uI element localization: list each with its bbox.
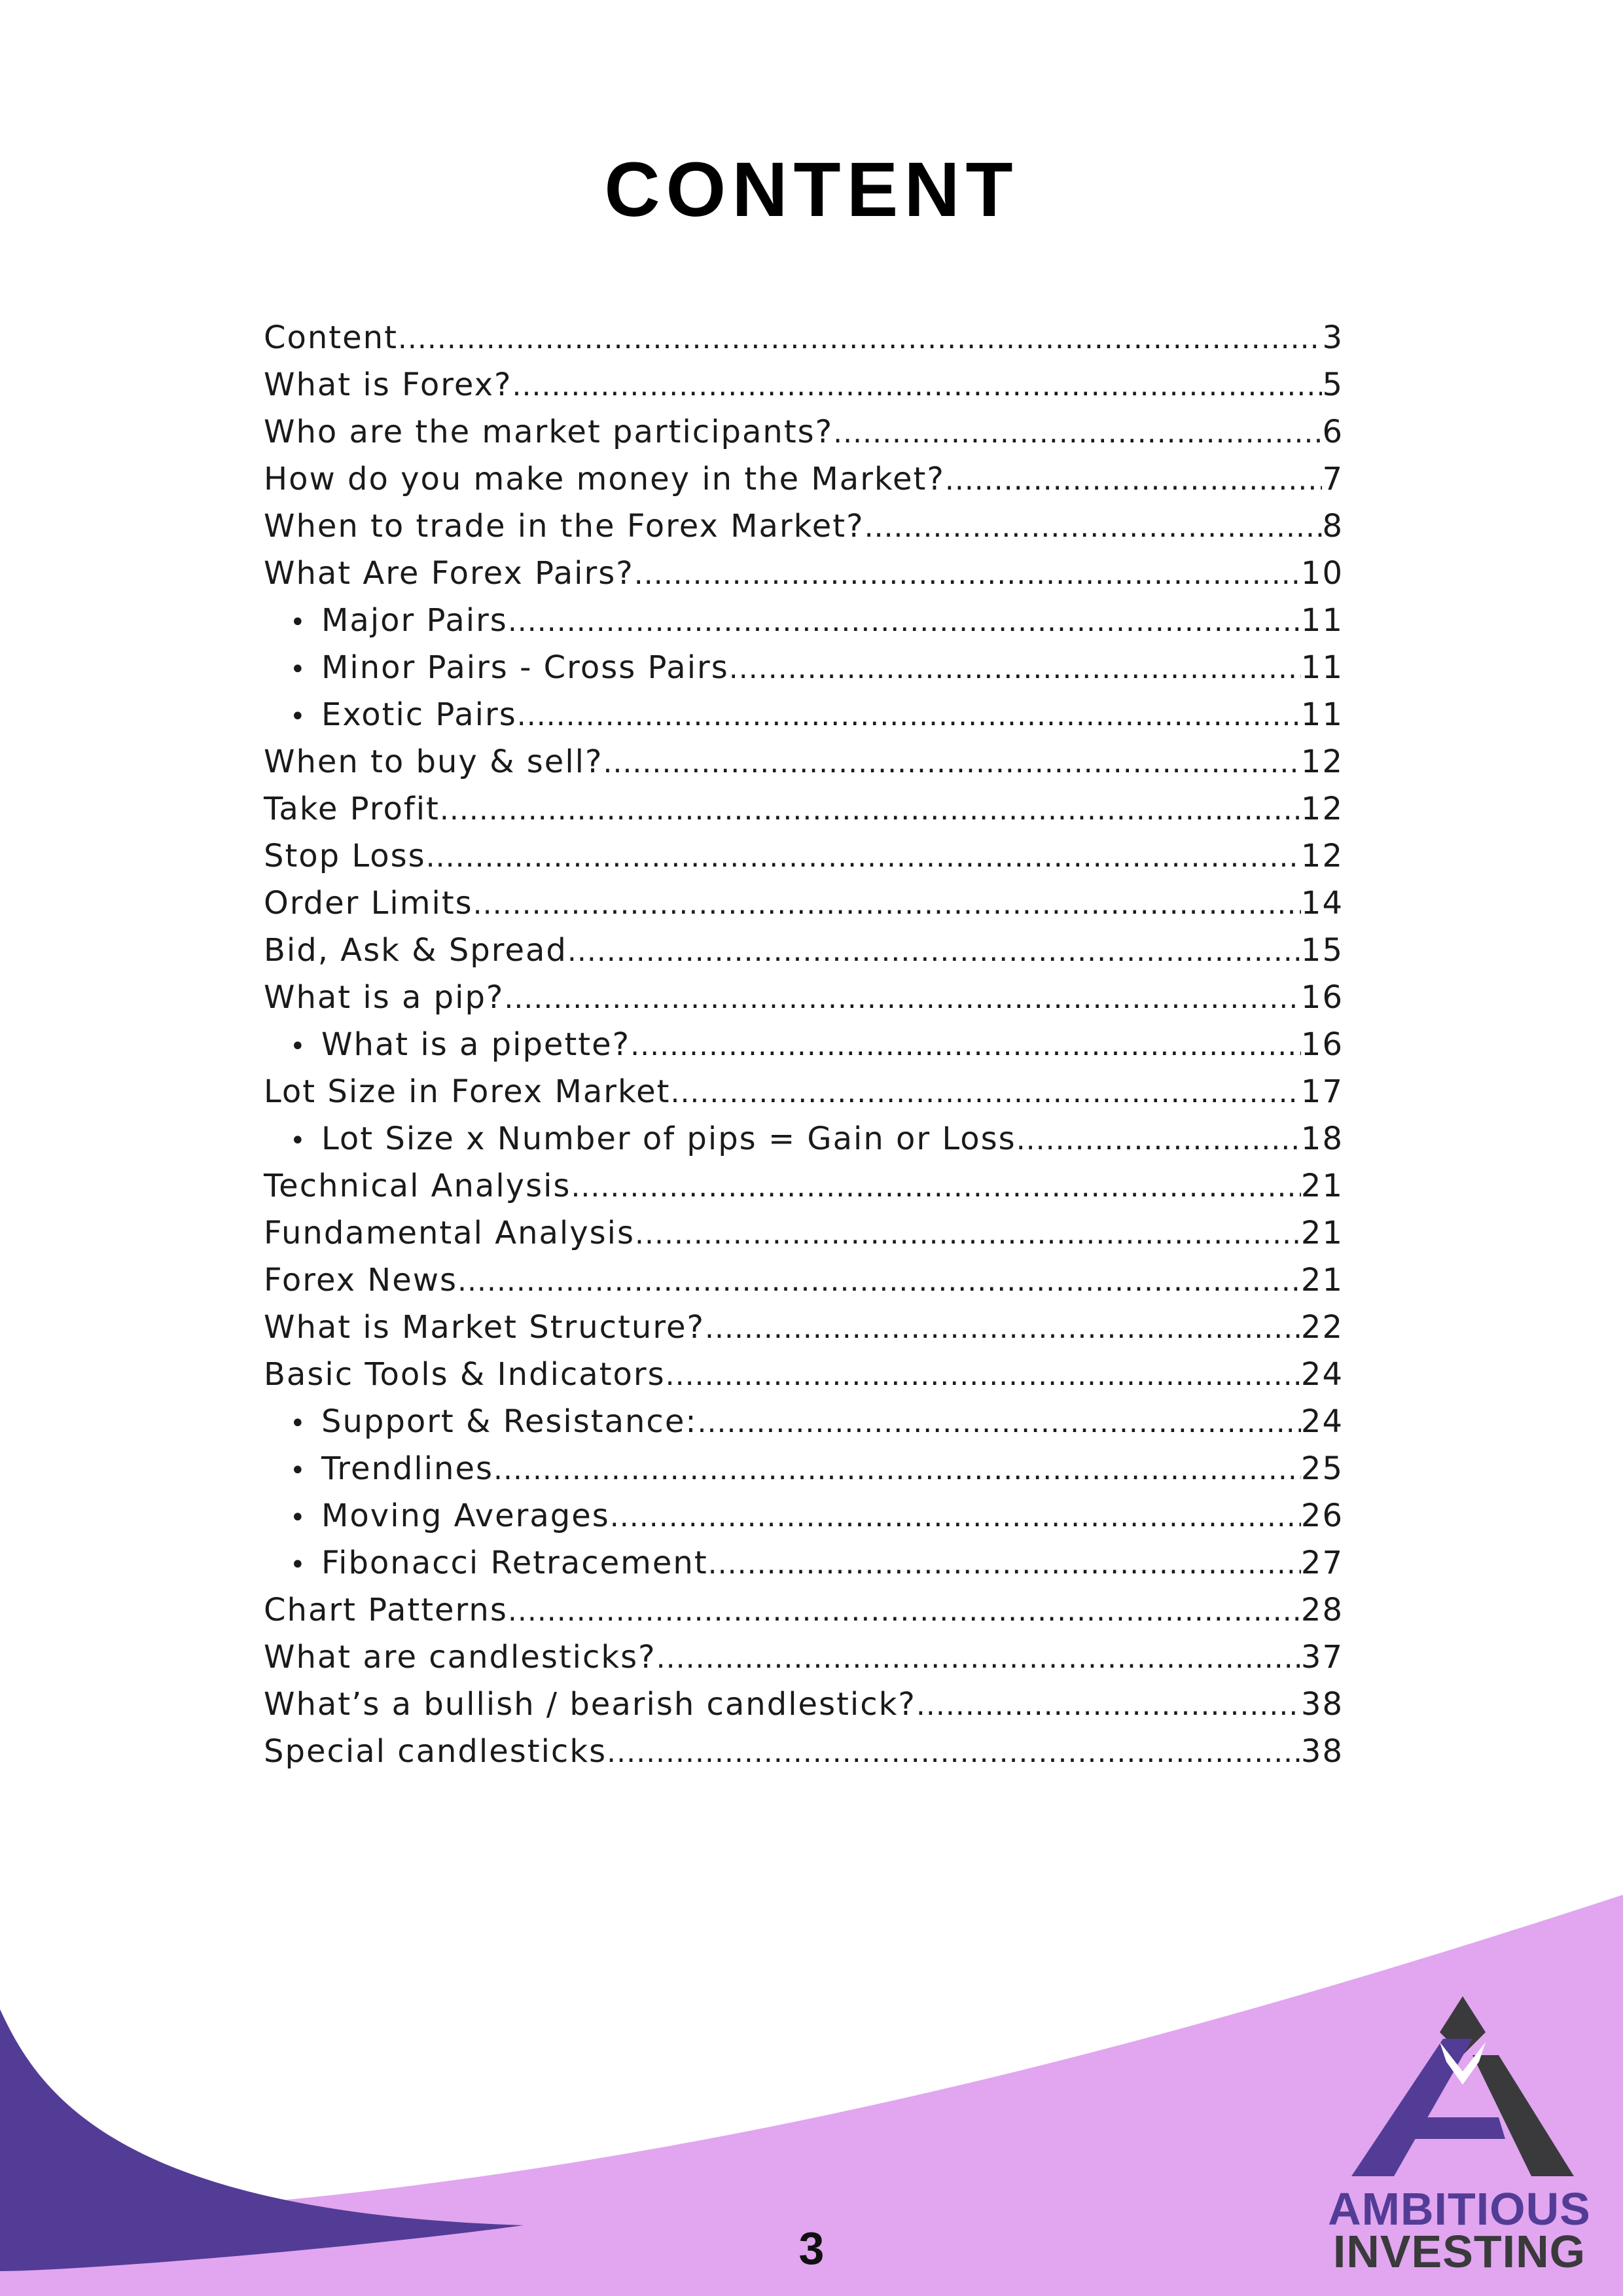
toc-entry-page: 38 [1300,1686,1344,1723]
dot-leader [656,1635,1301,1682]
toc-entry-label: Forex News [264,1262,457,1299]
dot-leader [666,1352,1301,1399]
dot-leader [493,1446,1301,1494]
toc-entry[interactable] [264,1068,1344,1115]
dot-leader [833,410,1322,457]
toc-entry-page: 18 [1300,1121,1344,1157]
dot-leader [708,1541,1301,1588]
toc-entry-label: What’s a bullish / bearish candlestick? [264,1686,916,1723]
toc-entry[interactable] [264,361,1344,408]
toc-entry-label: How do you make money in the Market? [264,461,945,497]
toc-entry-label: Exotic Pairs [321,696,517,733]
toc-entry-page: 11 [1300,602,1344,639]
toc-entry-page: 14 [1300,885,1344,922]
dot-leader [610,1494,1301,1541]
toc-entry-label: What is Market Structure? [264,1309,705,1346]
toc-entry-label: Take Profit [264,791,440,827]
dot-leader [698,1399,1301,1446]
toc-entry[interactable] [264,880,1344,927]
toc-entry-label: Trendlines [321,1450,493,1487]
toc-entry-label: What is a pipette? [321,1026,631,1063]
toc-entry[interactable] [264,974,1344,1021]
toc-entry[interactable] [264,550,1344,597]
toc-entry-label: Technical Analysis [264,1168,571,1204]
toc-entry[interactable] [264,1257,1344,1304]
dot-leader [670,1069,1300,1117]
dark-purple-wave [0,2009,524,2271]
bullet-icon: • [290,702,307,732]
table-of-contents [264,314,1344,1775]
dot-leader [945,457,1323,504]
bullet-icon: • [290,1031,307,1062]
toc-entry-label: What are candlesticks? [264,1639,656,1676]
toc-entry-label: Chart Patterns [264,1592,508,1628]
toc-entry[interactable] [264,833,1344,880]
toc-entry-page: 24 [1300,1356,1344,1393]
toc-entry[interactable] [264,597,1344,644]
toc-entry-label: Lot Size x Number of pips = Gain or Loss [321,1121,1016,1157]
toc-entry-label: When to buy & sell? [264,744,603,780]
toc-entry-label: Stop Loss [264,838,426,874]
dot-leader [398,315,1323,363]
dot-leader [1016,1117,1301,1164]
toc-entry-label: Content [264,319,398,356]
toc-entry-label: Support & Resistance: [321,1403,698,1440]
dot-leader [607,1729,1301,1776]
dot-leader [426,834,1301,881]
toc-entry[interactable] [264,738,1344,785]
toc-entry-label: What is Forex? [264,367,512,403]
toc-entry-page: 7 [1322,461,1344,497]
dot-leader [457,1258,1301,1305]
toc-entry[interactable] [264,503,1344,550]
bullet-icon: • [290,1456,307,1486]
toc-entry-label: What is a pip? [264,979,505,1016]
dot-leader [517,692,1301,740]
toc-entry-page: 38 [1300,1733,1344,1770]
brand-name-line2: INVESTING [1332,2226,1586,2277]
toc-entry-page: 3 [1322,319,1344,356]
toc-entry[interactable] [264,1445,1344,1492]
toc-entry[interactable] [264,1492,1344,1539]
toc-entry-page: 24 [1300,1403,1344,1440]
toc-entry-label: Special candlesticks [264,1733,607,1770]
toc-entry[interactable] [264,1539,1344,1587]
toc-entry[interactable] [264,691,1344,738]
toc-entry-label: When to trade in the Forex Market? [264,508,865,545]
toc-entry[interactable] [264,1587,1344,1634]
toc-entry-label: Basic Tools & Indicators [264,1356,666,1393]
toc-entry-page: 16 [1300,1026,1344,1063]
dot-leader [504,975,1301,1022]
bullet-icon: • [290,655,307,685]
toc-entry-label: Fibonacci Retracement [321,1545,708,1581]
bullet-icon: • [290,1408,307,1439]
toc-entry[interactable] [264,1634,1344,1681]
toc-entry[interactable] [264,1210,1344,1257]
page-number: 3 [798,2223,825,2274]
toc-entry-page: 11 [1300,649,1344,686]
toc-entry[interactable] [264,1115,1344,1162]
dot-leader [512,363,1323,410]
dot-leader [508,1588,1301,1635]
toc-entry[interactable] [264,456,1344,503]
toc-entry-label: Minor Pairs - Cross Pairs [321,649,729,686]
toc-entry-label: Order Limits [264,885,473,922]
dot-leader [567,928,1301,975]
toc-entry-label: Lot Size in Forex Market [264,1073,671,1110]
toc-entry-page: 26 [1300,1498,1344,1534]
page-title: CONTENT [604,147,1019,233]
dot-leader [571,1164,1300,1211]
dot-leader [630,1022,1301,1069]
dot-leader [916,1682,1301,1729]
toc-entry-page: 15 [1300,932,1344,969]
toc-entry-page: 11 [1300,696,1344,733]
toc-entry-page: 37 [1300,1639,1344,1676]
dot-leader [508,598,1301,645]
toc-entry-label: Who are the market participants? [264,414,834,450]
toc-entry-page: 25 [1300,1450,1344,1487]
toc-entry[interactable] [264,314,1344,361]
toc-entry-label: Moving Averages [321,1498,610,1534]
toc-entry[interactable] [264,1398,1344,1445]
toc-entry-page: 22 [1300,1309,1344,1346]
brand-name-line1: AMBITIOUS [1328,2183,1591,2234]
toc-entry-page: 27 [1300,1545,1344,1581]
toc-entry-page: 5 [1322,367,1344,403]
dot-leader [603,740,1300,787]
dot-leader [865,504,1323,551]
toc-entry-label: What Are Forex Pairs? [264,555,634,592]
bullet-icon: • [290,1550,307,1580]
toc-entry[interactable] [264,1728,1344,1775]
dot-leader [635,1211,1301,1258]
toc-entry-page: 12 [1300,838,1344,874]
toc-entry-page: 16 [1300,979,1344,1016]
toc-entry-page: 21 [1300,1262,1344,1299]
bullet-icon: • [290,1503,307,1533]
toc-entry[interactable] [264,408,1344,456]
toc-entry-label: Fundamental Analysis [264,1215,635,1251]
toc-entry-page: 17 [1300,1073,1344,1110]
toc-entry-page: 21 [1300,1168,1344,1204]
dot-leader [473,881,1301,928]
toc-entry[interactable] [264,785,1344,833]
toc-entry-page: 28 [1300,1592,1344,1628]
dot-leader [634,551,1301,598]
toc-entry-page: 21 [1300,1215,1344,1251]
toc-entry-page: 12 [1300,744,1344,780]
dot-leader [705,1305,1301,1352]
toc-entry[interactable] [264,644,1344,691]
toc-entry-page: 10 [1300,555,1344,592]
toc-entry[interactable] [264,1681,1344,1728]
dot-leader [729,645,1301,692]
dot-leader [440,787,1301,834]
toc-entry[interactable] [264,927,1344,974]
toc-entry[interactable] [264,1162,1344,1210]
toc-entry-page: 8 [1322,508,1344,545]
toc-entry-label: Bid, Ask & Spread [264,932,567,969]
toc-entry[interactable] [264,1351,1344,1398]
toc-entry-page: 6 [1322,414,1344,450]
toc-entry[interactable] [264,1304,1344,1351]
toc-entry-page: 12 [1300,791,1344,827]
bullet-icon: • [290,1126,307,1156]
toc-entry[interactable] [264,1021,1344,1068]
bullet-icon: • [290,607,307,637]
toc-entry-label: Major Pairs [321,602,508,639]
